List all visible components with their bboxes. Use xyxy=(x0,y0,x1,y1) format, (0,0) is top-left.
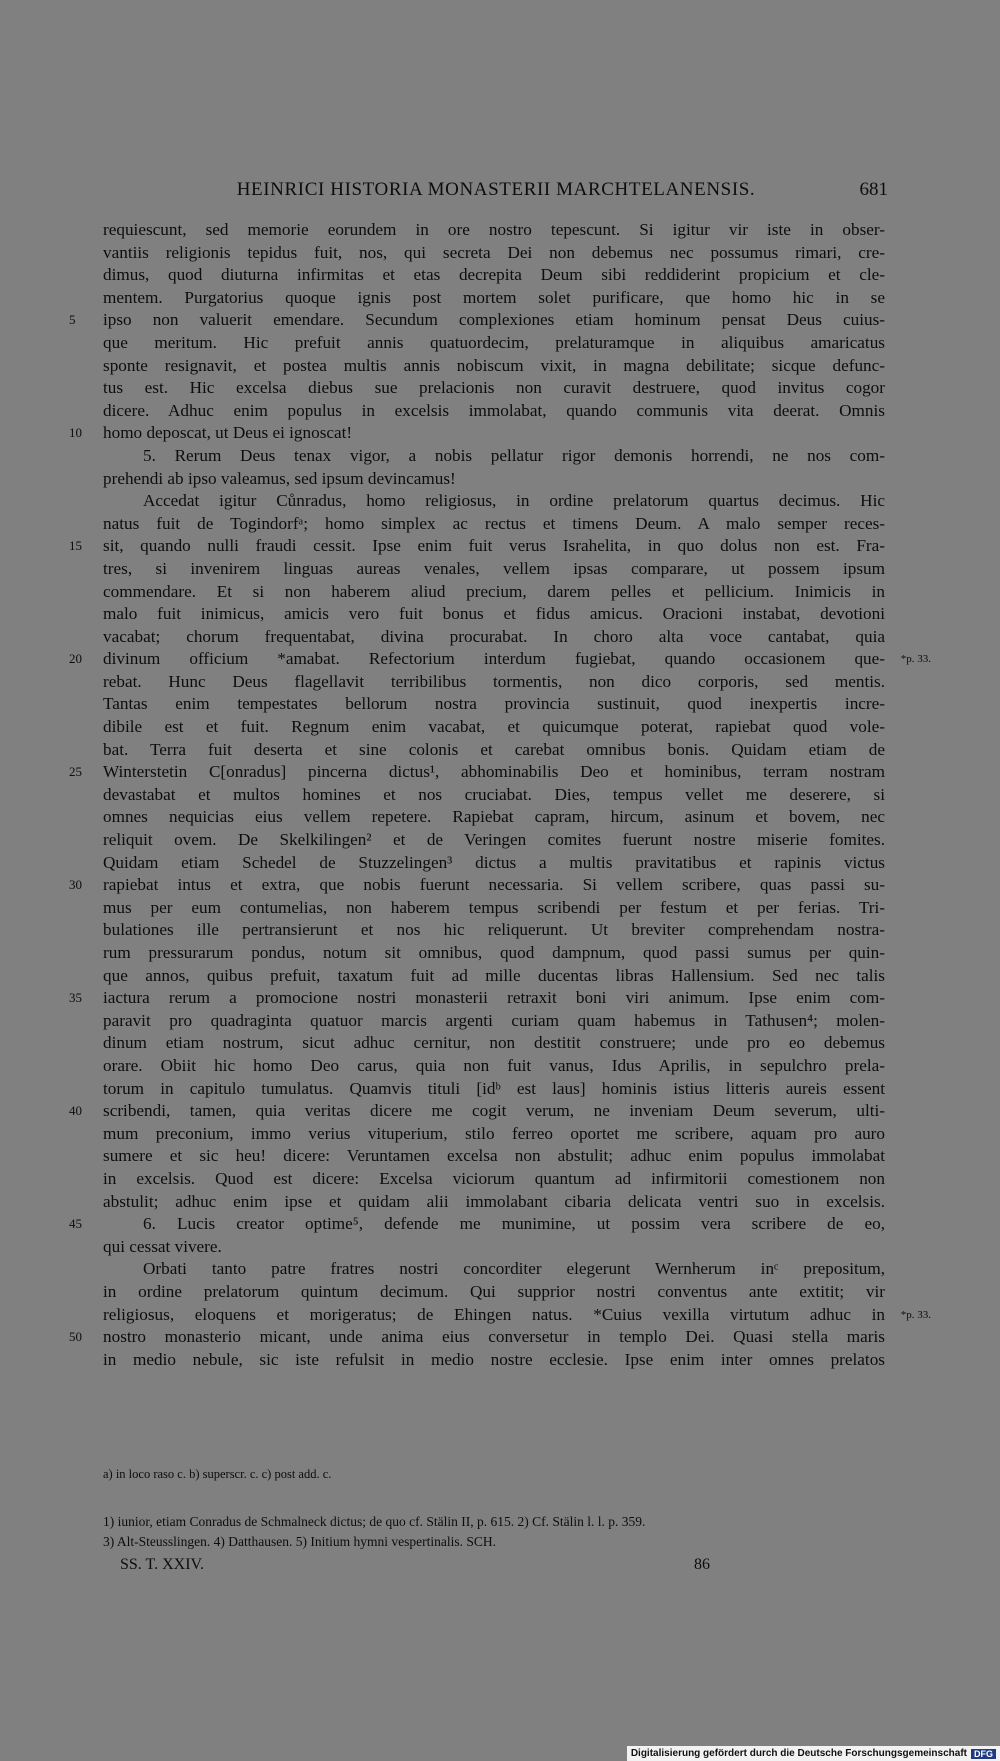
text-line xyxy=(69,422,885,445)
text-line xyxy=(103,784,885,807)
text-line xyxy=(103,1032,885,1055)
line-text: Accedat igitur Cůnradus, homo religiosus, in ordine prelatorum quartus decimus. Hic xyxy=(143,491,885,511)
line-text: devastabat et multos homines et nos cruciabat. Dies, tempus vellet me deserere, si xyxy=(103,784,885,804)
footnote-line: 3) Alt-Steusslingen. 4) Datthausen. 5) Initium hymni vespertinalis. SCH. xyxy=(103,1534,496,1549)
text-line xyxy=(103,1168,885,1191)
text-line xyxy=(103,965,885,988)
line-text: tus est. Hic excelsa diebus sue prelacionis non curavit destruere, quod invitus cogor xyxy=(103,378,885,398)
line-text: religiosus, eloquens et morigeratus; de Ehingen natus. *Cuius vexilla virtutum adhuc in xyxy=(103,1304,885,1324)
line-text: natus fuit de Togindorfᵃ; homo simplex ac rectus et timens Deum. A malo semper reces- xyxy=(103,513,885,533)
text-line xyxy=(103,716,885,739)
line-text: commendare. Et si non haberem aliud precium, darem pelles et pellicium. Inimicis in xyxy=(103,581,885,601)
line-text: 6. Lucis creator optime⁵, defende me munimine, ut possim vera scribere de eo, xyxy=(143,1214,885,1234)
line-text: vacabat; chorum frequentabat, divina procurabat. In choro alta voce cantabat, quia xyxy=(103,626,885,646)
margin-page-ref: *p. 33. xyxy=(900,1308,931,1321)
line-text: torum in capitulo tumulatus. Quamvis tituli [idᵇ est laus] hominis istius litteris aureis essent xyxy=(103,1078,885,1098)
text-line xyxy=(69,987,885,1010)
text-line xyxy=(69,1100,885,1123)
line-text: que annos, quibus prefuit, taxatum fuit ad mille ducentas libras Hallensium. Sed nec talis xyxy=(103,965,885,985)
line-number: 20 xyxy=(69,651,82,667)
text-line xyxy=(103,942,885,965)
text-line xyxy=(103,219,885,242)
text-line xyxy=(103,377,885,400)
line-text: reliquit ovem. De Skelkilingen² et de Veringen comites fuerunt nostre miserie fomites. xyxy=(103,830,885,850)
text-line xyxy=(69,648,931,671)
line-text: Winterstetin C[onradus] pincerna dictus¹, abhominabilis Deo et hominibus, terram nostram xyxy=(103,762,885,782)
line-text: Quidam etiam Schedel de Stuzzelingen³ dictus a multis pravitatibus et rapinis victus xyxy=(103,852,885,872)
textual-notes-line: a) in loco raso c. b) superscr. c. c) post add. c. xyxy=(103,1467,332,1481)
text-line xyxy=(103,1304,931,1327)
running-header xyxy=(104,179,888,207)
line-number: 50 xyxy=(69,1329,82,1345)
sheet-number: 86 xyxy=(694,1556,710,1573)
line-text: malo fuit inimicus, amicis vero fuit bonus et fidus amicus. Oracioni instabat, devotioni xyxy=(103,604,885,624)
line-text: vantiis religionis tepidus fuit, nos, qui secreta Dei non debemus nec possumus rimari, cre- xyxy=(103,242,885,262)
footnotes xyxy=(103,1512,885,1552)
line-number: 45 xyxy=(69,1216,82,1232)
line-text: mum preconium, immo verius vituperium, stilo ferreo oportet me scribere, aquam pro auro xyxy=(103,1123,885,1143)
line-text: Orbati tanto patre fratres nostri concorditer elegerunt Wernherum inᶜ prepositum, xyxy=(143,1259,885,1279)
text-line xyxy=(69,761,885,784)
text-line xyxy=(103,1349,885,1372)
text-line xyxy=(69,309,885,332)
text-line xyxy=(103,603,885,626)
line-text: homo deposcat, ut Deus ei ignoscat! xyxy=(103,423,353,443)
signature-mark: SS. T. XXIV. xyxy=(120,1556,205,1573)
text-line xyxy=(103,1055,885,1078)
line-text: sponte resignavit, et postea multis annis nobiscum vixit, in magna debilitate; sicque defunc- xyxy=(103,355,885,375)
main-text xyxy=(69,219,931,1371)
line-number: 25 xyxy=(69,764,82,780)
line-text: rum pressurarum pondus, notum sit omnibus, quod dampnum, quod passi sumus per quin- xyxy=(103,943,885,962)
text-line xyxy=(103,513,885,536)
line-text: abstulit; adhuc enim ipse et quidam alii immolabant cibaria delicata ventri suo in excelsis. xyxy=(103,1191,885,1211)
line-text: dibile est et fuit. Regnum enim vacabat, et quicumque poterat, rapiebat quod vole- xyxy=(103,717,885,737)
line-text: sumere et sic heu! dicere: Veruntamen excelsa non abstulit; adhuc enim populus immolabat xyxy=(103,1146,885,1166)
line-text: dimus, quod diuturna infirmitas et etas decrepita Deum sibi reddiderint propicium et cle- xyxy=(103,265,885,285)
line-text: dicere. Adhuc enim populus in excelsis immolabat, quando communis vita deerat. Omnis xyxy=(103,400,885,420)
line-text: que meritum. Hic prefuit annis quatuordecim, prelaturamque in aliquibus amaricatus xyxy=(103,332,885,352)
footnote-line: 1) iunior, etiam Conradus de Schmalneck dictus; de quo cf. Stälin II, p. 615. 2) Cf. Stälin l. l. p. 359. xyxy=(103,1514,646,1529)
text-line xyxy=(103,355,885,378)
line-text: rebat. Hunc Deus flagellavit terribilibus tormentis, non dico corporis, sed mentis. xyxy=(103,671,885,691)
line-text: sit, quando nulli fraudi cessit. Ipse enim fuit verus Israhelita, in quo dolus non est. Fra- xyxy=(103,536,885,556)
line-text: rapiebat intus et extra, que nobis fuerunt necessaria. Si vellem scribere, quas passi su- xyxy=(103,875,885,895)
line-text: omnes nequicias eius vellem repetere. Rapiebat capram, hircum, asinum et bovem, nec xyxy=(103,807,885,827)
text-line xyxy=(69,874,885,897)
line-text: prehendi ab ipso valeamus, sed ipsum devincamus! xyxy=(103,468,456,488)
text-line xyxy=(103,581,885,604)
line-text: iactura rerum a promocione nostri monasterii retraxit boni viri animum. Ipse enim com- xyxy=(103,988,885,1008)
text-line xyxy=(69,1213,885,1236)
text-line xyxy=(103,264,885,287)
line-text: in excelsis. Quod est dicere: Excelsa viciorum quantum ad infirmitorii comestionem non xyxy=(103,1168,885,1188)
text-line xyxy=(103,1078,885,1101)
line-text: bulationes ille pertransierunt et nos hic reliquerunt. Ut breviter comprehendam nostra- xyxy=(103,920,885,940)
line-number: 35 xyxy=(69,990,82,1006)
text-line xyxy=(103,400,885,423)
line-text: paravit pro quadraginta quatuor marcis argenti curiam quam habemus in Tathusen⁴; molen- xyxy=(103,1010,885,1030)
text-line xyxy=(103,739,885,762)
line-text: orare. Obiit hic homo Deo carus, quia non fuit vanus, Idus Aprilis, in sepulchro prela- xyxy=(103,1055,885,1075)
line-text: qui cessat vivere. xyxy=(103,1236,222,1256)
text-line xyxy=(103,468,885,491)
line-text: Tantas enim tempestates bellorum nostra provincia sustinuit, quod inexpertis incre- xyxy=(103,694,885,714)
textual-notes xyxy=(103,1465,885,1483)
funding-credit xyxy=(627,1746,1000,1761)
line-number: 40 xyxy=(69,1103,82,1119)
text-line xyxy=(103,445,885,468)
line-text: tres, si invenirem linguas aureas venales, vellem ipsas comparare, ut possem ipsum xyxy=(103,558,885,578)
line-text: nostro monasterio micant, unde anima eius conversetur in templo Dei. Quasi stella maris xyxy=(103,1327,885,1347)
funding-credit-text: Digitalisierung gefördert durch die Deutsche Forschungsgemeinschaft xyxy=(630,1748,967,1759)
text-line xyxy=(103,919,885,942)
margin-page-ref: *p. 33. xyxy=(900,653,931,666)
text-line xyxy=(103,829,885,852)
dfg-logo-icon: DFG xyxy=(971,1749,996,1759)
text-line xyxy=(69,535,885,558)
text-line xyxy=(103,1281,885,1304)
text-line xyxy=(103,1145,885,1168)
line-text: bat. Terra fuit deserta et sine colonis et carebat omnibus bonis. Quidam etiam de xyxy=(103,739,885,759)
line-number: 5 xyxy=(69,312,76,328)
text-line xyxy=(103,897,885,920)
text-line xyxy=(103,1258,885,1281)
text-line xyxy=(103,1236,885,1259)
line-text: dinum etiam nostrum, sicut adhuc cernitur, non destitit construere; unde pro eo debemus xyxy=(103,1033,885,1053)
line-number: 15 xyxy=(69,538,82,554)
text-line xyxy=(103,671,885,694)
line-number: 30 xyxy=(69,877,82,893)
line-text: divinum officium *amabat. Refectorium interdum fugiebat, quando occasionem que- xyxy=(103,649,885,669)
text-line xyxy=(103,626,885,649)
running-title: HEINRICI HISTORIA MONASTERII MARCHTELANENSIS. xyxy=(236,179,756,200)
line-text: in medio nebule, sic iste refulsit in medio nostre ecclesie. Ipse enim inter omnes prelatos xyxy=(103,1349,885,1369)
line-text: requiescunt, sed memorie eorundem in ore nostro tepescunt. Si igitur vir iste in obser- xyxy=(103,220,885,239)
text-line xyxy=(103,242,885,265)
text-line xyxy=(103,490,885,513)
text-line xyxy=(69,1326,885,1349)
line-number: 10 xyxy=(69,425,82,441)
line-text: mus per eum contumelias, non haberem tempus scribendi per festum et per ferias. Tri- xyxy=(103,897,885,917)
line-text: mentem. Purgatorius quoque ignis post mortem solet purificare, que homo hic in se xyxy=(103,287,885,307)
text-line xyxy=(103,852,885,875)
text-line xyxy=(103,287,885,310)
text-line xyxy=(103,1010,885,1033)
text-line xyxy=(103,1191,885,1214)
text-line xyxy=(103,332,885,355)
text-line xyxy=(103,558,885,581)
text-line xyxy=(103,806,885,829)
text-line xyxy=(103,693,885,716)
page-number: 681 xyxy=(859,179,888,200)
line-text: scribendi, tamen, quia veritas dicere me cogit verum, ne inveniam Deum severum, ulti- xyxy=(103,1101,885,1121)
line-text: ipso non valuerit emendare. Secundum complexiones etiam hominum pensat Deus cuius- xyxy=(103,310,885,330)
line-text: in ordine prelatorum quintum decimum. Qui supprior nostri conventus ante extitit; vir xyxy=(103,1281,885,1301)
text-line xyxy=(103,1123,885,1146)
line-text: 5. Rerum Deus tenax vigor, a nobis pellatur rigor demonis horrendi, ne nos com- xyxy=(143,445,885,465)
